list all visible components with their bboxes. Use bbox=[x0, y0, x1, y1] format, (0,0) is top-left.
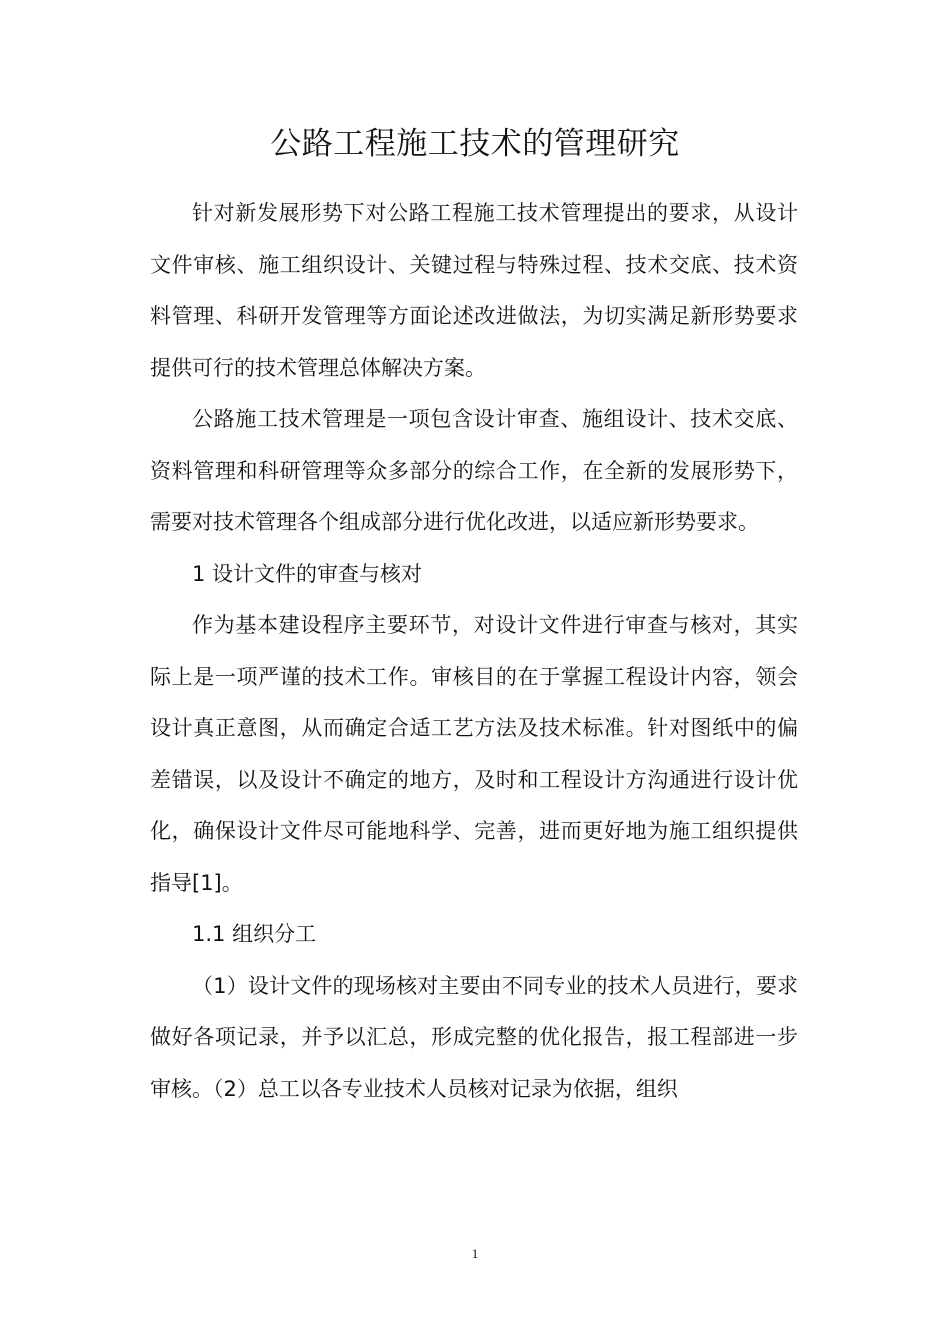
paragraph-intro: 公路施工技术管理是一项包含设计审查、施组设计、技术交底、资料管理和科研管理等众多部分的综合工作，在全新的发展形势下，需要对技术管理各个组成部分进行优化改进，以适应新形势要求。 bbox=[150, 407, 798, 534]
page-number: 1 bbox=[471, 1246, 479, 1261]
paragraph-section-1: 作为基本建设程序主要环节，对设计文件进行审查与核对，其实际上是一项严谨的技术工作。审核目的在于掌握工程设计内容，领会设计真正意图，从而确定合适工艺方法及技术标准。针对图纸中的偏差错误，以及设计不确定的地方，及时和工程设计方沟通进行设计优化，确保设计文件尽可能地科学、完善，进而更好地为施工组织提供指导[1]。 bbox=[150, 613, 798, 895]
paragraph-abstract: 针对新发展形势下对公路工程施工技术管理提出的要求，从设计文件审核、施工组织设计、关键过程与特殊过程、技术交底、技术资料管理、科研开发管理等方面论述改进做法，为切实满足新形势要求提供可行的技术管理总体解决方案。 bbox=[150, 201, 798, 380]
document-body bbox=[150, 188, 798, 1115]
section-heading-1: 1 设计文件的审查与核对 bbox=[192, 561, 423, 586]
paragraph-section-1-1: （1）设计文件的现场核对主要由不同专业的技术人员进行，要求做好各项记录，并予以汇总，形成完整的优化报告，报工程部进一步审核。（2）总工以各专业技术人员核对记录为依据，组织 bbox=[150, 973, 798, 1101]
section-heading-1-1: 1.1 组织分工 bbox=[192, 922, 317, 946]
document-title: 公路工程施工技术的管理研究 bbox=[270, 126, 680, 162]
